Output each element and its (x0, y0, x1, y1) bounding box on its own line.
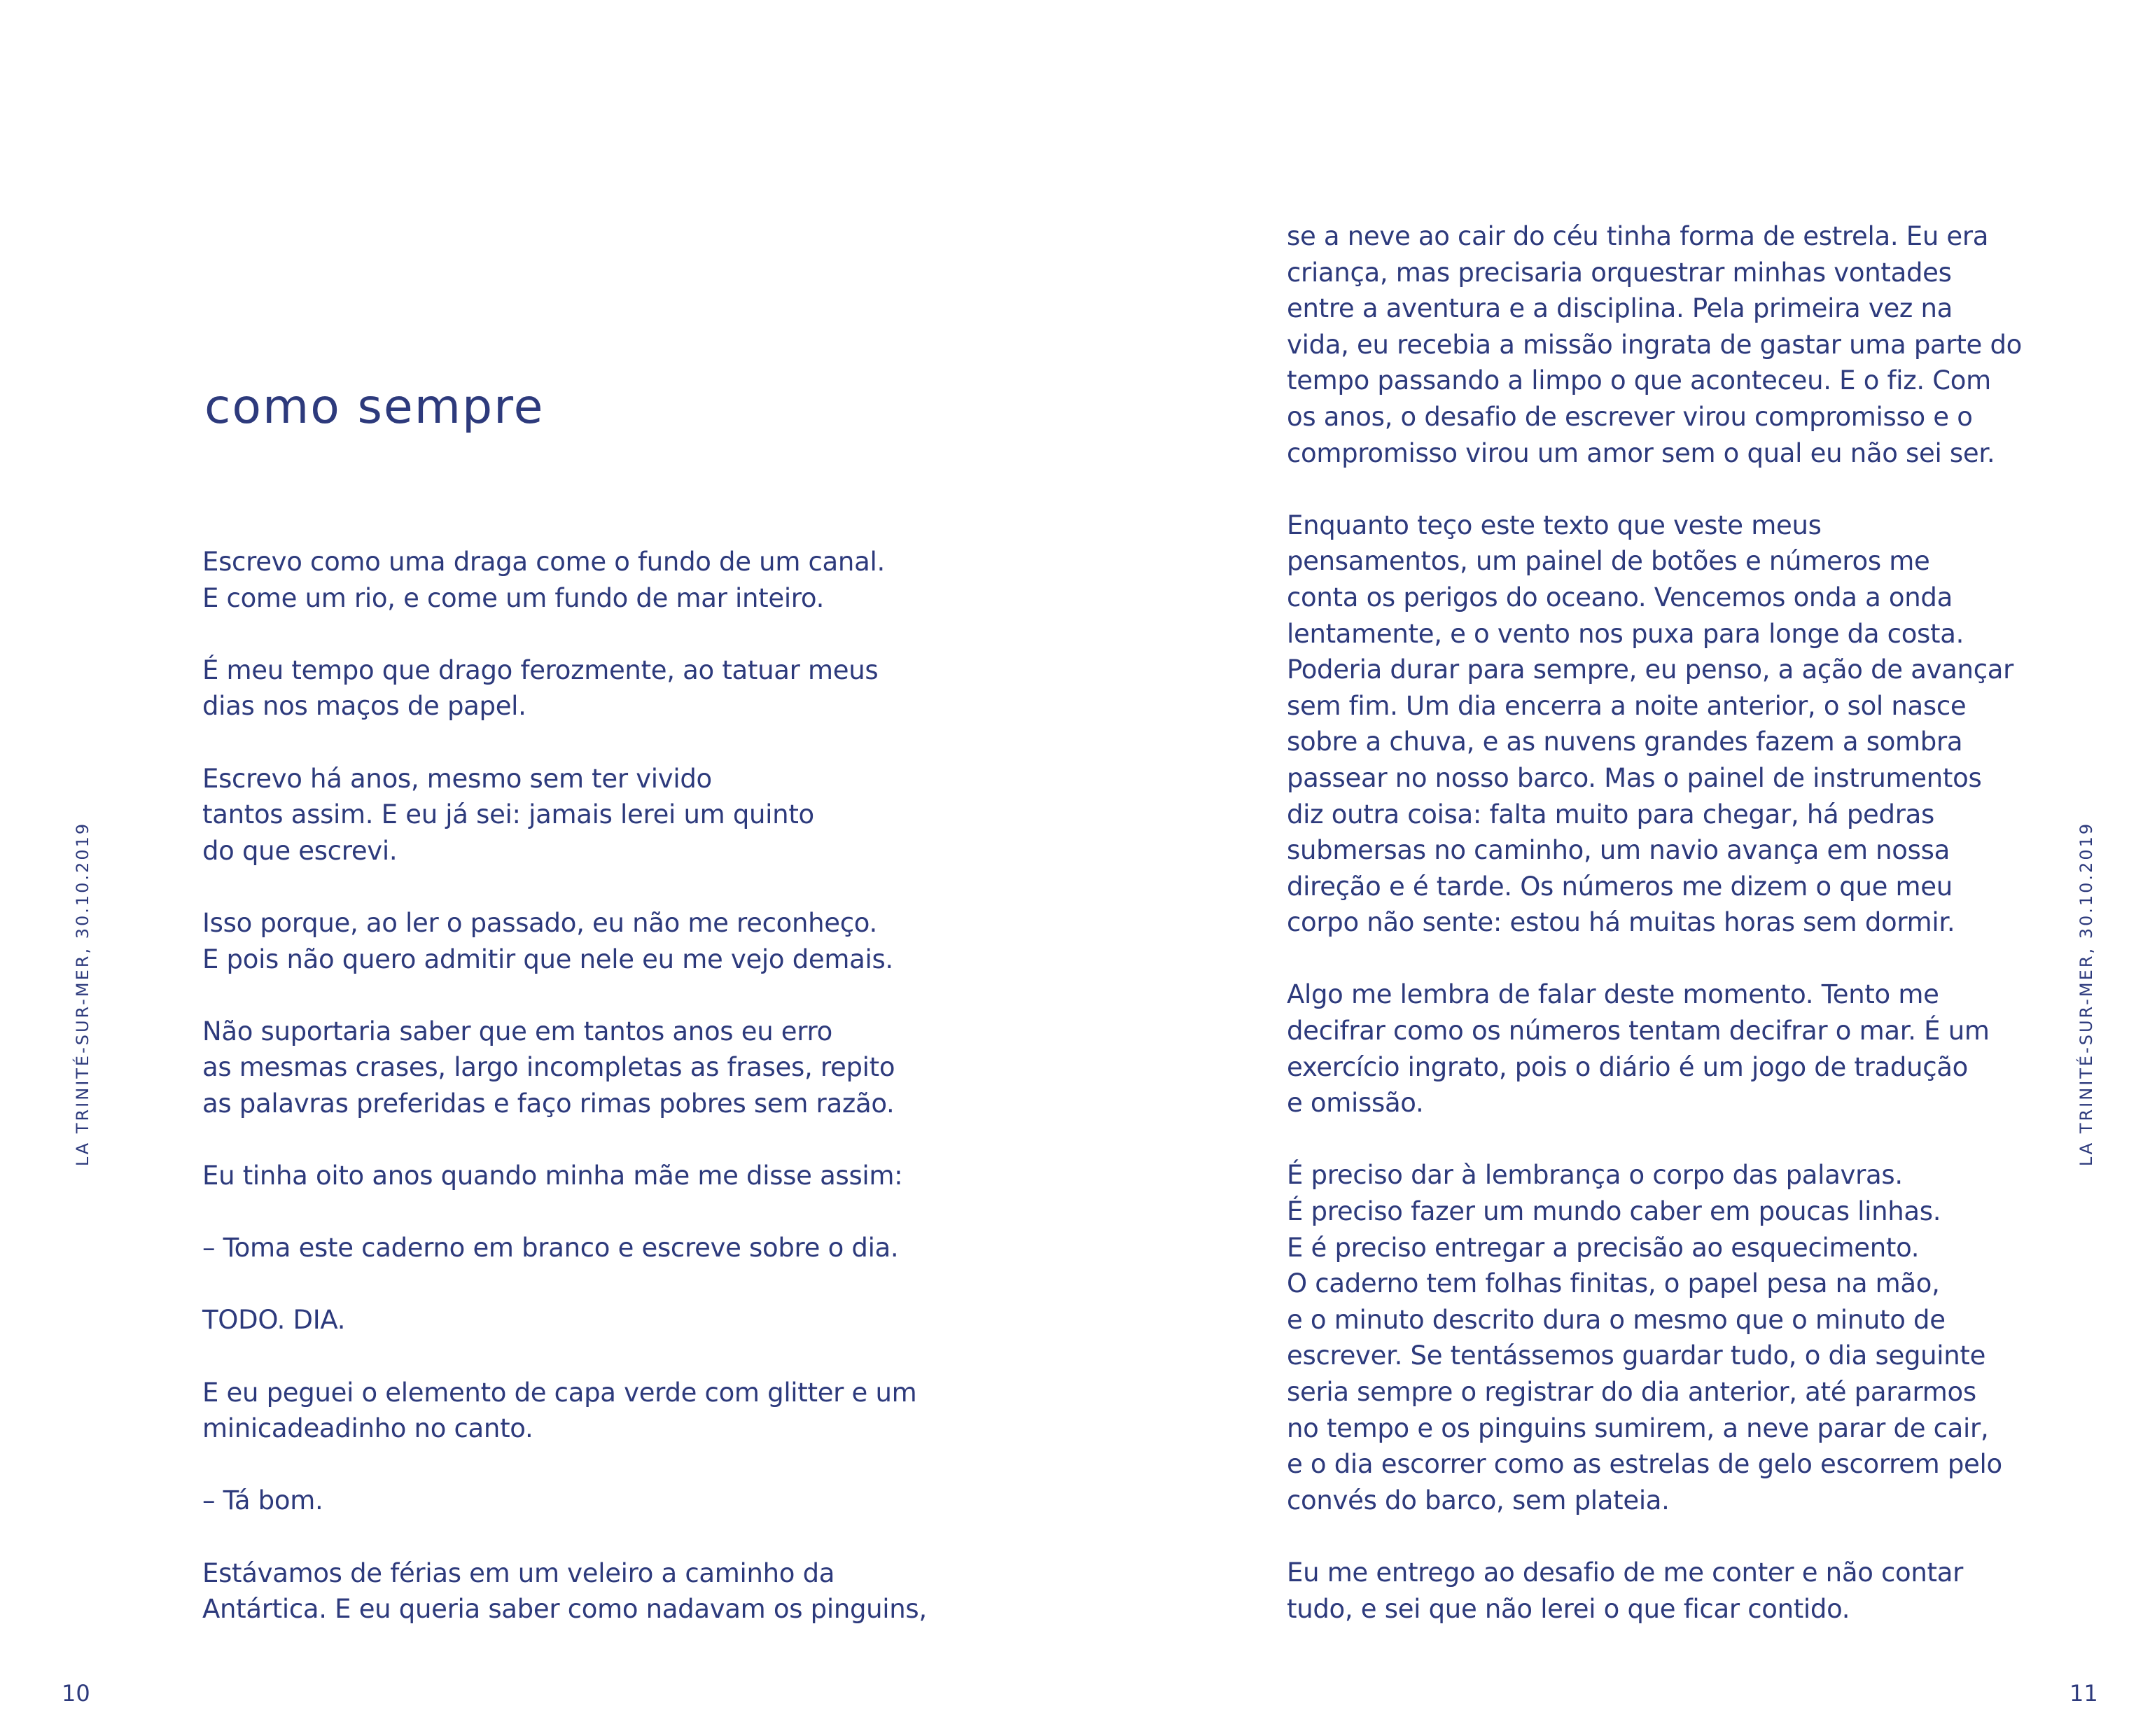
text-line: Estávamos de férias em um veleiro a caminho da (202, 1558, 835, 1588)
text-line: escrever. Se tentássemos guardar tudo, o dia seguinte (1287, 1340, 1986, 1371)
text-line: sem fim. Um dia encerra a noite anterior, o sol nasce (1287, 690, 1967, 721)
text-line: É meu tempo que drago ferozmente, ao tatuar meus (202, 654, 879, 685)
text-line: sobre a chuva, e as nuvens grandes fazem a sombra (1287, 727, 1963, 757)
text-line: os anos, o desafio de escrever virou compromisso e o (1287, 401, 1973, 432)
right-body-text (1287, 218, 2022, 1627)
text-line: E come um rio, e come um fundo de mar inteiro. (202, 582, 825, 613)
text-line: – Tá bom. (202, 1485, 323, 1516)
text-line: as palavras preferidas e faço rimas pobres sem razão. (202, 1088, 895, 1119)
right-side-note-text: LA TRINITÉ-SUR-MER, 30.10.2019 (2076, 821, 2096, 1167)
text-line: se a neve ao cair do céu tinha forma de estrela. Eu era (1287, 221, 1989, 251)
paragraph (1287, 1555, 1987, 1627)
text-line: e o minuto descrito dura o mesmo que o minuto de (1287, 1304, 1946, 1335)
paragraph (202, 761, 916, 869)
text-line: do que escrevi. (202, 835, 398, 866)
text-line: vida, eu recebia a missão ingrata de gastar uma parte do (1287, 329, 2022, 360)
text-line: e omissão. (1287, 1088, 1424, 1119)
text-line: Poderia durar para sempre, eu penso, a ação de avançar (1287, 654, 2014, 685)
paragraph (1287, 218, 2022, 471)
text-line: seria sempre o registrar do dia anterior, até pararmos (1287, 1377, 1976, 1407)
text-line: compromisso virou um amor sem o qual eu não sei ser. (1287, 438, 1995, 468)
left-side-note (69, 821, 97, 1167)
paragraph (202, 1483, 916, 1519)
text-line: Não suportaria saber que em tantos anos eu erro (202, 1016, 832, 1046)
page-number-right: 11 (2069, 1680, 2098, 1707)
left-body-text (202, 544, 927, 1628)
text-line: decifrar como os números tentam decifrar o mar. É um (1287, 1016, 1990, 1046)
text-line: – Toma este caderno em branco e escreve sobre o dia. (202, 1233, 899, 1264)
text-line: corpo não sente: estou há muitas horas sem dormir. (1287, 907, 1955, 938)
text-line: exercício ingrato, pois o diário é um jogo de tradução (1287, 1051, 1968, 1082)
text-line: O caderno tem folhas finitas, o papel pesa na mão, (1287, 1268, 1940, 1299)
text-line: Escrevo há anos, mesmo sem ter vivido (202, 763, 712, 794)
text-line: Antártica. E eu queria saber como nadavam os pinguins, (202, 1594, 927, 1625)
chapter-title: como sempre (204, 379, 545, 435)
paragraph (1287, 1157, 2002, 1518)
text-line: criança, mas precisaria orquestrar minhas vontades (1287, 257, 1952, 288)
text-line: tudo, e sei que não lerei o que ficar contido. (1287, 1593, 1850, 1624)
text-line: E eu peguei o elemento de capa verde com glitter e um (202, 1377, 917, 1408)
text-line: convés do barco, sem plateia. (1287, 1485, 1670, 1516)
text-line: direção e é tarde. Os números me dizem o que meu (1287, 871, 1953, 902)
text-line: Eu me entrego ao desafio de me conter e não contar (1287, 1557, 1964, 1588)
text-line: diz outra coisa: falta muito para chegar, há pedras (1287, 799, 1934, 830)
text-line: TODO. DIA. (202, 1305, 346, 1336)
right-side-note (2072, 821, 2100, 1167)
paragraph (202, 1158, 916, 1194)
paragraph (202, 1230, 916, 1266)
paragraph (202, 1302, 916, 1338)
paragraph (202, 544, 916, 616)
text-line: pensamentos, um painel de botões e números me (1287, 546, 1930, 577)
text-line: as mesmas crases, largo incompletas as frases, repito (202, 1052, 895, 1083)
text-line: conta os perigos do oceano. Vencemos onda a onda (1287, 582, 1953, 612)
paragraph (1287, 507, 2014, 941)
text-line: no tempo e os pinguins sumirem, a neve parar de cair, (1287, 1413, 1989, 1443)
text-line: Algo me lembra de falar deste momento. Tento me (1287, 979, 1939, 1010)
page-number-left: 10 (62, 1680, 90, 1707)
text-line: E é preciso entregar a precisão ao esquecimento. (1287, 1232, 1920, 1263)
text-line: e o dia escorrer como as estrelas de gelo escorrem pelo (1287, 1449, 2002, 1480)
paragraph (1287, 976, 1990, 1121)
paragraph (202, 1014, 916, 1122)
text-line: lentamente, e o vento nos puxa para longe da costa. (1287, 618, 1964, 649)
text-line: E pois não quero admitir que nele eu me vejo demais. (202, 944, 893, 974)
paragraph (202, 1375, 916, 1447)
text-line: É preciso dar à lembrança o corpo das palavras. (1287, 1160, 1903, 1191)
text-line: passear no nosso barco. Mas o painel de instrumentos (1287, 762, 1982, 793)
paragraph (202, 652, 916, 724)
left-side-note-text: LA TRINITÉ-SUR-MER, 30.10.2019 (73, 821, 92, 1167)
text-line: Eu tinha oito anos quando minha mãe me disse assim: (202, 1161, 903, 1191)
text-line: entre a aventura e a disciplina. Pela primeira vez na (1287, 293, 1953, 324)
text-line: É preciso fazer um mundo caber em poucas linhas. (1287, 1196, 1941, 1227)
text-line: Enquanto teço este texto que veste meus (1287, 510, 1822, 540)
text-line: Escrevo como uma draga come o fundo de um canal. (202, 547, 885, 577)
text-line: submersas no caminho, um navio avança em nossa (1287, 835, 1950, 866)
paragraph (202, 905, 916, 977)
text-line: minicadeadinho no canto. (202, 1413, 533, 1444)
text-line: Isso porque, ao ler o passado, eu não me reconheço. (202, 907, 877, 938)
text-line: tantos assim. E eu já sei: jamais lerei um quinto (202, 799, 814, 830)
paragraph (202, 1555, 927, 1628)
text-line: tempo passando a limpo o que aconteceu. E o fiz. Com (1287, 365, 1991, 396)
right-page (1075, 0, 2150, 1736)
text-line: dias nos maços de papel. (202, 691, 526, 722)
